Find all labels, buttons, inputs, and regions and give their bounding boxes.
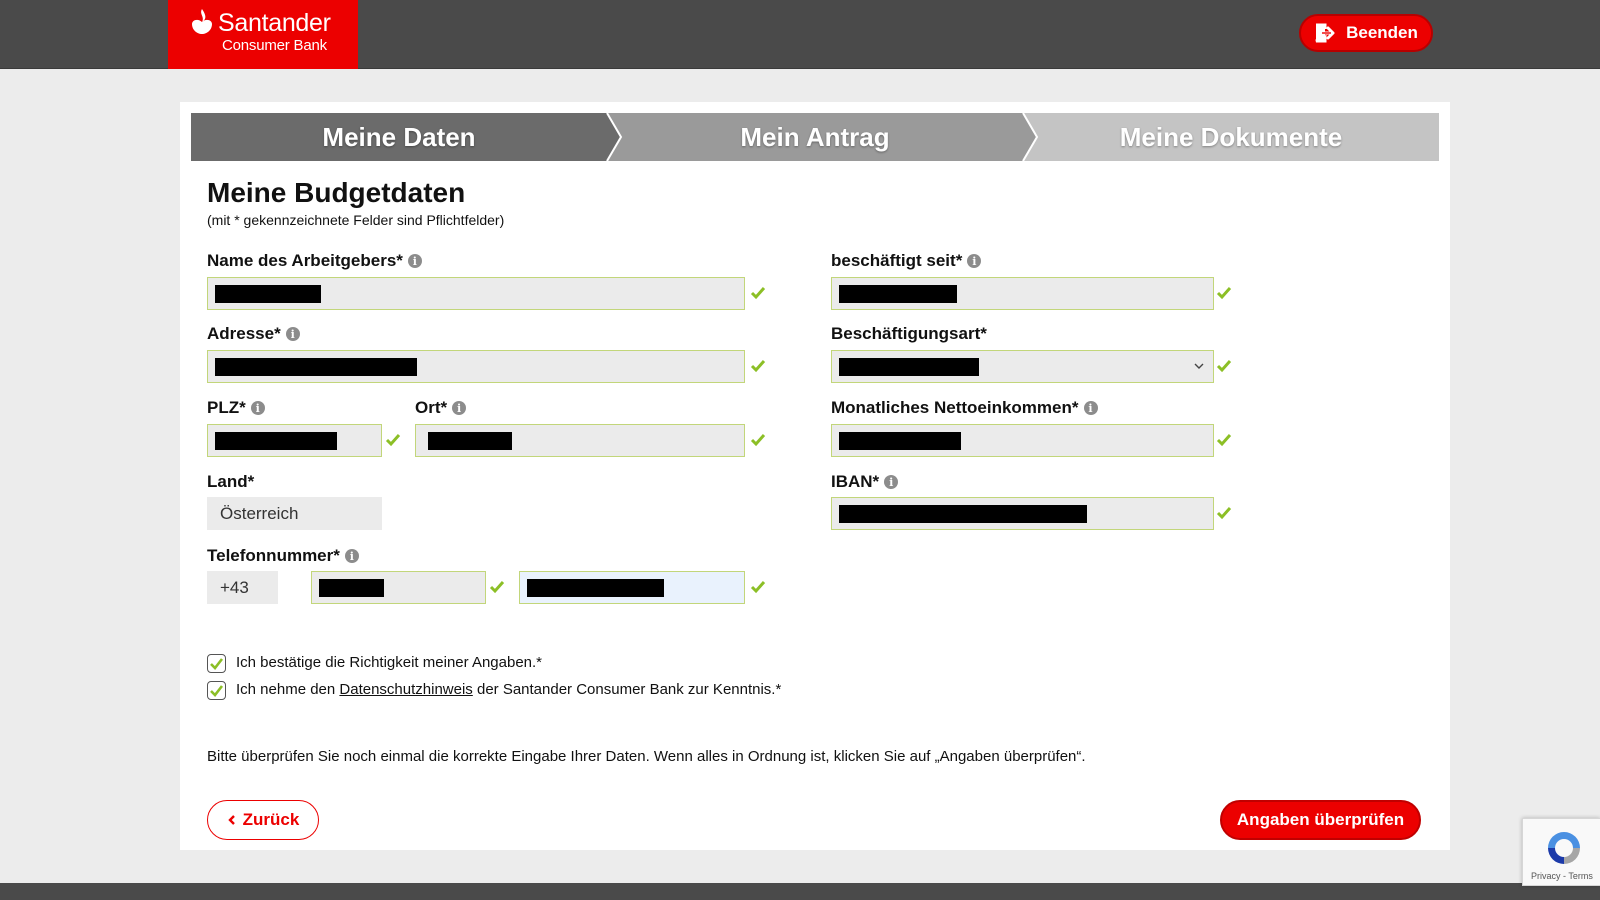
privacy-notice-label: Ich nehme den Datenschutzhinweis der Santander Consumer Bank zur Kenntnis.* [236,681,782,698]
city-label: Ort* i [415,398,466,418]
checkmark-icon [1216,506,1232,520]
info-icon[interactable]: i [345,549,359,563]
checkmark-icon [1216,359,1232,373]
zip-label: PLZ* i [207,398,265,418]
recaptcha-badge[interactable] [1522,818,1600,886]
checkmark-icon [750,359,766,373]
city-input[interactable] [415,424,745,457]
address-input[interactable] [207,350,745,383]
checkmark-icon [385,433,401,447]
step-separator [1013,113,1039,161]
back-button[interactable] [207,800,319,840]
progress-stepper [191,113,1439,161]
employment-type-label: Beschäftigungsart* [831,324,987,343]
zip-input[interactable] [207,424,382,457]
logo-subtitle: Consumer Bank [222,37,327,54]
form-card [180,102,1450,850]
redacted-value [215,432,337,450]
redacted-value [215,358,417,376]
phone-number-input[interactable] [519,571,745,604]
checkmark-icon [750,433,766,447]
redacted-value [839,432,961,450]
chevron-down-icon [1193,360,1205,372]
info-icon[interactable]: i [967,254,981,268]
info-icon[interactable]: i [408,254,422,268]
back-button-label: Zurück [242,810,300,829]
phone-label: Telefonnummer* i [207,546,359,566]
flame-icon [190,8,214,36]
info-icon[interactable]: i [1084,401,1098,415]
net-income-input[interactable] [831,424,1214,457]
employer-input[interactable] [207,277,745,310]
checkmark-icon [750,580,766,594]
exit-icon [1314,23,1336,43]
employed-since-input[interactable] [831,277,1214,310]
step-separator [597,113,623,161]
review-submit-button[interactable]: Angaben überprüfen [1220,800,1421,840]
chevron-left-icon [227,814,237,826]
country-label: Land* [207,472,255,491]
exit-button[interactable] [1299,14,1433,52]
review-hint: Bitte überprüfen Sie noch einmal die korrekte Eingabe Ihrer Daten. Wenn alles in Ordnung ist, klicken Sie auf „Angaben überprüfen“. [207,748,1086,765]
privacy-notice-checkbox[interactable] [207,681,226,700]
net-income-label: Monatliches Nettoeinkommen* i [831,398,1098,418]
confirm-accuracy-checkbox[interactable] [207,654,226,673]
checkmark-icon [489,580,505,594]
privacy-notice-link[interactable]: Datenschutzhinweis [339,681,473,698]
top-bar [0,0,1600,69]
page-title: Meine Budgetdaten [207,177,466,208]
logo-wordmark: Santander [218,9,331,37]
iban-input[interactable] [831,497,1214,530]
step-meine-dokumente: Meine Dokumente [1023,113,1439,161]
employer-label: Name des Arbeitgebers* i [207,251,422,271]
required-fields-note: (mit * gekennzeichnete Felder sind Pflichtfelder) [207,212,505,228]
employed-since-label: beschäftigt seit* i [831,251,981,271]
exit-button-label: Beenden [1346,23,1418,42]
checkmark-icon [209,656,224,671]
redacted-value [839,505,1087,523]
redacted-value [428,432,512,450]
redacted-value [839,285,957,303]
redacted-value [215,285,321,303]
redacted-value [319,579,384,597]
santander-logo[interactable] [168,0,358,69]
phone-area-input[interactable] [311,571,486,604]
checkmark-icon [1216,433,1232,447]
employment-type-select[interactable] [831,350,1214,383]
info-icon[interactable]: i [452,401,466,415]
address-label: Adresse* i [207,324,300,344]
checkmark-icon [209,683,224,698]
step-mein-antrag: Mein Antrag [607,113,1023,161]
footer-bar [0,883,1600,900]
redacted-value [839,358,979,376]
checkmark-icon [750,286,766,300]
step-meine-daten: Meine Daten [191,113,607,161]
info-icon[interactable]: i [884,475,898,489]
checkmark-icon [1216,286,1232,300]
info-icon[interactable]: i [251,401,265,415]
recaptcha-links[interactable]: Privacy - Terms [1531,871,1593,881]
country-value: Österreich [207,497,382,530]
confirm-accuracy-label: Ich bestätige die Richtigkeit meiner Angaben.* [236,654,543,671]
recaptcha-icon [1545,829,1583,867]
iban-label: IBAN* i [831,472,898,492]
redacted-value [527,579,664,597]
info-icon[interactable]: i [286,327,300,341]
phone-prefix: +43 [207,571,278,604]
